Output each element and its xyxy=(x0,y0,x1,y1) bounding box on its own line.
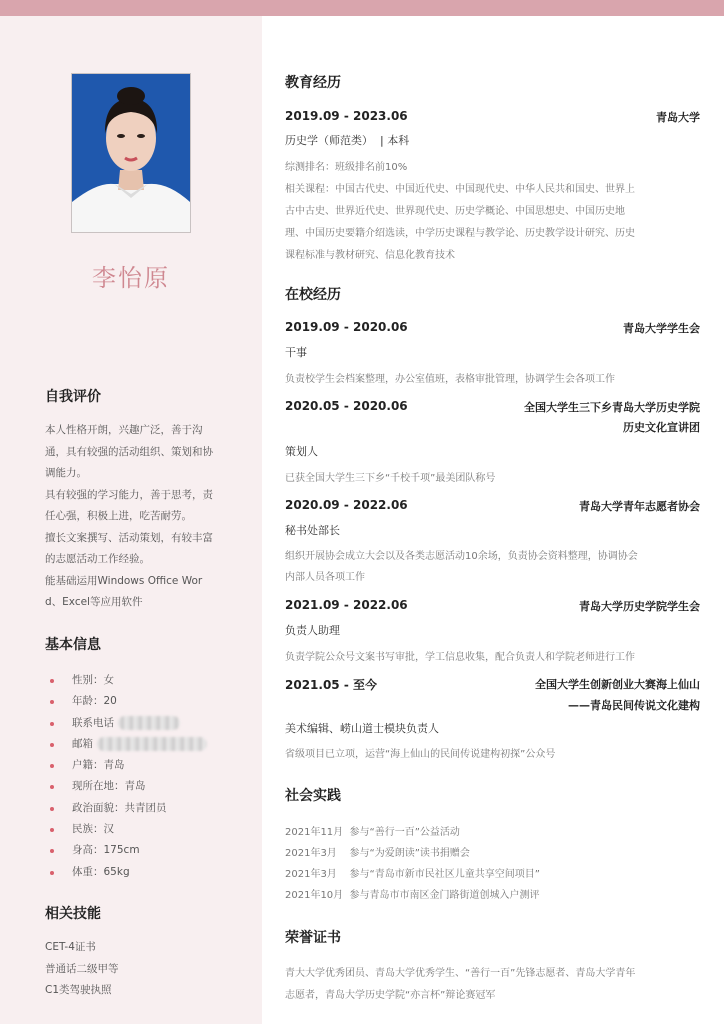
campus-entry-desc: 已获全国大学生三下乡“千校千项”最美团队称号 xyxy=(285,473,496,484)
info-item-ethnicity: 民族：汉 xyxy=(50,819,250,840)
honors-line: 志愿者，青岛大学历史学院“亦言杯”辩论赛冠军 xyxy=(285,990,496,1001)
bullet-icon xyxy=(50,871,54,875)
profile-photo xyxy=(71,73,191,233)
campus-entry-date: 2021.05 - 至今 xyxy=(285,678,377,692)
education-courses-line: 相关课程：中国古代史、中国近代史、中国现代史、中华人民共和国史、世界上 xyxy=(285,184,635,195)
education-courses-line: 古中古史、世界近代史、世界现代史、历史学概论、中国思想史、中国历史地 xyxy=(285,206,625,217)
bullet-icon xyxy=(50,679,54,683)
self-eval-text xyxy=(45,420,235,614)
practice-item: 2021年10月 参与青岛市市南区金门路街道创城入户测评 xyxy=(285,890,540,901)
education-major: 历史学（师范类） | 本科 xyxy=(285,134,410,147)
skill-item: 普通话二级甲等 xyxy=(45,962,119,975)
campus-entry-org: 青岛大学学生会 xyxy=(623,322,700,335)
redacted-phone xyxy=(118,716,180,730)
bullet-icon xyxy=(50,849,54,853)
education-date: 2019.09 - 2023.06 xyxy=(285,109,408,123)
campus-entry-org: 青岛大学青年志愿者协会 xyxy=(579,500,700,513)
skills-list xyxy=(45,937,119,1002)
top-accent-bar xyxy=(0,0,724,16)
education-school: 青岛大学 xyxy=(656,111,700,124)
basic-info-heading: 基本信息 xyxy=(45,637,101,653)
education-rank: 综测排名：班级排名前10% xyxy=(285,162,408,173)
self-eval-line: 能基础运用Windows Office Wor xyxy=(45,574,203,587)
practice-heading: 社会实践 xyxy=(285,788,341,804)
self-eval-line: 任心强，积极上进，吃苦耐劳。 xyxy=(45,510,192,522)
campus-entry-role: 美术编辑、崂山道士模块负责人 xyxy=(285,722,439,735)
bullet-icon xyxy=(50,807,54,811)
campus-entry-desc: 组织开展协会成立大会以及各类志愿活动10余场，负责协会资料整理，协调协会 xyxy=(285,551,638,562)
education-courses-line: 理、中国历史要籍介绍选读，中学历史课程与教学论、历史教学设计研究、历史 xyxy=(285,228,635,239)
practice-item: 2021年3月 参与“青岛市新市民社区儿童共享空间项目” xyxy=(285,869,540,880)
info-item-age: 年龄：20 xyxy=(50,691,250,712)
campus-entry-org: 青岛大学历史学院学生会 xyxy=(579,600,700,613)
bullet-icon xyxy=(50,743,54,747)
self-eval-line: 具有较强的学习能力，善于思考，责 xyxy=(45,488,213,501)
skill-item: C1类驾驶执照 xyxy=(45,984,112,996)
self-eval-heading: 自我评价 xyxy=(45,389,101,405)
skills-heading: 相关技能 xyxy=(45,906,101,922)
bullet-icon xyxy=(50,722,54,726)
campus-entry-desc: 内部人员各项工作 xyxy=(285,572,365,583)
info-item-political: 政治面貌：共青团员 xyxy=(50,798,250,819)
campus-entry-org-line2: 历史文化宣讲团 xyxy=(623,421,700,434)
campus-entry-org-line2: ——青岛民间传说文化建构 xyxy=(568,699,700,712)
info-item-hukou: 户籍：青岛 xyxy=(50,755,250,776)
campus-entry-role: 策划人 xyxy=(285,445,318,458)
basic-info-list xyxy=(50,670,250,883)
info-item-gender: 性别：女 xyxy=(50,670,250,691)
campus-entry-date: 2019.09 - 2020.06 xyxy=(285,320,408,334)
honors-line: 青大大学优秀团员、青岛大学优秀学生、“善行一百”先锋志愿者、青岛大学青年 xyxy=(285,968,636,979)
self-eval-line: d、Excel等应用软件 xyxy=(45,596,143,608)
self-eval-line: 本人性格开朗，兴趣广泛，善于沟 xyxy=(45,424,203,436)
info-item-height: 身高：175cm xyxy=(50,840,250,861)
bullet-icon xyxy=(50,764,54,768)
bullet-icon xyxy=(50,785,54,789)
campus-entry-date: 2021.09 - 2022.06 xyxy=(285,598,408,612)
campus-heading: 在校经历 xyxy=(285,287,341,303)
info-item-phone: 联系电话 xyxy=(50,713,250,734)
self-eval-line: 擅长文案撰写、活动策划，有较丰富 xyxy=(45,531,213,544)
practice-item: 2021年3月 参与“为爱朗读”读书捐赠会 xyxy=(285,848,470,859)
campus-entry-date: 2020.09 - 2022.06 xyxy=(285,498,408,512)
skill-item: CET-4证书 xyxy=(45,941,96,953)
info-item-email: 邮箱 xyxy=(50,734,250,755)
campus-entry-role: 负责人助理 xyxy=(285,624,340,637)
info-item-weight: 体重：65kg xyxy=(50,862,250,883)
info-item-location: 现所在地：青岛 xyxy=(50,776,250,797)
campus-entry-desc: 负责校学生会档案整理，办公室值班，表格审批管理，协调学生会各项工作 xyxy=(285,374,615,385)
redacted-email xyxy=(97,737,207,751)
bullet-icon xyxy=(50,828,54,832)
campus-entry-date: 2020.05 - 2020.06 xyxy=(285,399,408,413)
campus-entry-role: 秘书处部长 xyxy=(285,524,340,537)
self-eval-line: 的志愿活动工作经验。 xyxy=(45,553,150,565)
self-eval-line: 通，具有较强的活动组织、策划和协 xyxy=(45,445,213,458)
education-heading: 教育经历 xyxy=(285,75,341,91)
campus-entry-org: 全国大学生三下乡青岛大学历史学院 xyxy=(524,401,700,414)
bullet-icon xyxy=(50,700,54,704)
campus-entry-desc: 省级项目已立项，运营“海上仙山的民间传说建构初探”公众号 xyxy=(285,749,556,760)
campus-entry-role: 干事 xyxy=(285,346,307,359)
person-name: 李怡原 xyxy=(92,264,170,292)
campus-entry-org: 全国大学生创新创业大赛海上仙山 xyxy=(535,678,700,691)
honors-heading: 荣誉证书 xyxy=(285,930,341,946)
self-eval-line: 调能力。 xyxy=(45,467,87,479)
campus-entry-desc: 负责学院公众号文案书写审批，学工信息收集，配合负责人和学院老师进行工作 xyxy=(285,652,635,663)
practice-item: 2021年11月 参与“善行一百”公益活动 xyxy=(285,827,460,838)
education-courses-line: 课程标准与教材研究、信息化教育技术 xyxy=(285,250,455,261)
